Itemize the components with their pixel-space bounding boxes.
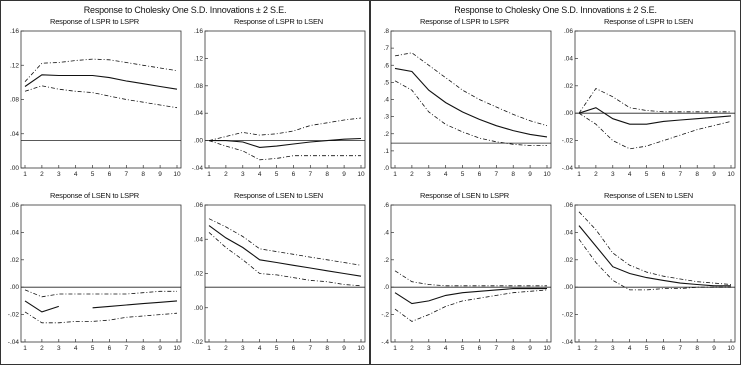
y-tick-label: -.02 [7, 311, 19, 319]
y-tick-label: .06 [193, 202, 203, 209]
y-tick-label: .06 [563, 202, 573, 209]
x-tick-label: 2 [410, 171, 414, 178]
x-tick-label: 8 [695, 171, 700, 178]
upper-band-line [395, 53, 547, 126]
y-tick-label: .5 [383, 79, 389, 87]
y-tick-label: -.02 [191, 339, 203, 346]
x-tick-label: 5 [644, 345, 649, 352]
x-tick-label: 1 [577, 171, 581, 178]
irf-plot [3, 191, 186, 356]
x-tick-label: 4 [443, 345, 448, 352]
x-tick-label: 6 [661, 345, 666, 352]
response-line [25, 301, 177, 312]
plot-frame [575, 205, 735, 342]
x-tick-label: 2 [224, 345, 228, 352]
y-tick-label: .6 [383, 62, 389, 70]
panel-title: Response of LSEN to LSEN [603, 191, 693, 200]
y-tick-label: -.4 [381, 339, 389, 346]
x-tick-label: 5 [644, 171, 649, 178]
y-tick-label: -.02 [561, 311, 573, 319]
irf-panel [557, 17, 740, 182]
plot-frame [21, 31, 181, 168]
y-tick-label: .8 [383, 28, 389, 35]
irf-plot [373, 191, 556, 356]
x-tick-label: 2 [594, 171, 598, 178]
irf-plot [187, 17, 370, 182]
x-tick-label: 4 [257, 171, 262, 178]
irf-panel [3, 17, 186, 182]
response-line [579, 108, 731, 125]
lower-band-line [395, 290, 547, 322]
y-tick-label: .02 [563, 256, 573, 264]
x-tick-label: 7 [308, 345, 313, 352]
x-tick-label: 7 [494, 171, 499, 178]
x-tick-label: 1 [577, 345, 581, 352]
x-tick-label: 2 [594, 345, 598, 352]
response-line [395, 289, 547, 304]
x-tick-label: 1 [393, 345, 397, 352]
x-tick-label: 10 [357, 171, 365, 178]
y-tick-label: .04 [563, 229, 573, 237]
x-tick-label: 10 [357, 345, 365, 352]
y-tick-label: .2 [383, 130, 389, 138]
x-tick-label: 6 [477, 171, 482, 178]
x-tick-label: 7 [494, 345, 499, 352]
y-tick-label: .16 [9, 28, 19, 35]
upper-band-line [209, 118, 361, 141]
x-tick-label: 5 [90, 345, 95, 352]
x-tick-label: 5 [274, 171, 279, 178]
panel-title: Response of LSEN to LSEN [233, 191, 323, 200]
y-tick-label: .7 [383, 45, 389, 53]
y-tick-label: -.04 [561, 339, 573, 346]
x-tick-label: 4 [73, 345, 78, 352]
x-tick-label: 7 [124, 345, 129, 352]
irf-panel [187, 17, 370, 182]
x-tick-label: 8 [141, 345, 146, 352]
y-tick-label: .16 [193, 28, 203, 35]
x-tick-label: 4 [627, 345, 632, 352]
plot-frame [575, 31, 735, 168]
x-tick-label: 9 [342, 345, 346, 352]
x-tick-label: 6 [477, 345, 482, 352]
x-tick-label: 8 [325, 345, 330, 352]
y-tick-label: .00 [563, 284, 573, 292]
y-tick-label: .02 [193, 270, 203, 278]
x-tick-label: 9 [342, 171, 346, 178]
x-tick-label: 7 [678, 171, 683, 178]
x-tick-label: 6 [107, 171, 112, 178]
y-tick-label: .08 [193, 82, 203, 90]
lower-band-line [395, 81, 547, 146]
x-tick-label: 2 [40, 171, 44, 178]
x-tick-label: 8 [511, 345, 516, 352]
response-line [209, 139, 361, 148]
x-tick-label: 7 [124, 171, 129, 178]
plot-frame [391, 205, 551, 342]
x-tick-label: 3 [426, 171, 431, 178]
lower-band-line [25, 86, 177, 108]
x-tick-label: 10 [543, 345, 551, 352]
x-tick-label: 3 [426, 345, 431, 352]
y-tick-label: .1 [383, 147, 389, 155]
y-tick-label: -.2 [381, 311, 389, 319]
y-tick-label: .06 [9, 202, 19, 209]
plot-frame [205, 31, 365, 168]
x-tick-label: 6 [107, 345, 112, 352]
y-tick-label: .04 [193, 110, 203, 118]
x-tick-label: 10 [173, 171, 181, 178]
figure-title: Response to Cholesky One S.D. Innovations ± 2 S.E. [454, 5, 657, 15]
upper-band-line [579, 212, 731, 285]
irf-plot [557, 17, 740, 182]
lower-band-line [209, 141, 361, 160]
upper-band-line [395, 271, 547, 286]
figure-title: Response to Cholesky One S.D. Innovations ± 2 S.E. [83, 5, 287, 15]
y-tick-label: .04 [9, 130, 19, 138]
x-tick-label: 2 [224, 171, 228, 178]
y-tick-label: -.02 [561, 137, 573, 145]
x-tick-label: 9 [712, 171, 716, 178]
x-tick-label: 1 [393, 171, 397, 178]
y-tick-label: .3 [383, 113, 389, 121]
upper-band-line [209, 219, 361, 266]
irf-panel [373, 17, 556, 182]
y-tick-label: .00 [563, 110, 573, 118]
x-tick-label: 7 [308, 171, 313, 178]
y-tick-label: .08 [9, 96, 19, 104]
y-tick-label: .04 [9, 229, 19, 237]
lower-band-line [209, 232, 361, 285]
x-tick-label: 10 [173, 345, 181, 352]
x-tick-label: 5 [460, 345, 465, 352]
upper-band-line [25, 59, 177, 82]
x-tick-label: 9 [158, 345, 162, 352]
irf-panel [3, 191, 186, 356]
x-tick-label: 1 [23, 345, 27, 352]
x-tick-label: 4 [443, 171, 448, 178]
x-tick-label: 9 [712, 345, 716, 352]
response-line [25, 75, 177, 89]
x-tick-label: 5 [90, 171, 95, 178]
y-tick-label: .6 [383, 202, 389, 209]
x-tick-label: 10 [727, 171, 735, 178]
x-tick-label: 9 [158, 171, 162, 178]
x-tick-label: 8 [695, 345, 700, 352]
y-tick-label: .00 [193, 137, 203, 145]
y-tick-label: .00 [9, 284, 19, 292]
x-tick-label: 8 [511, 171, 516, 178]
response-line [395, 68, 547, 136]
x-tick-label: 6 [291, 345, 296, 352]
upper-band-line [579, 89, 731, 114]
y-tick-label: .4 [383, 96, 389, 104]
y-tick-label: .04 [563, 55, 573, 63]
y-tick-label: .02 [563, 82, 573, 90]
irf-plot [557, 191, 740, 356]
x-tick-label: 10 [727, 345, 735, 352]
y-tick-label: -.04 [191, 165, 203, 172]
y-tick-label: .2 [383, 256, 389, 264]
x-tick-label: 4 [627, 171, 632, 178]
x-tick-label: 6 [291, 171, 296, 178]
y-tick-label: .12 [9, 62, 19, 70]
x-tick-label: 1 [207, 171, 211, 178]
x-tick-label: 3 [56, 171, 61, 178]
x-tick-label: 4 [257, 345, 262, 352]
x-tick-label: 1 [207, 345, 211, 352]
lower-band-line [25, 312, 177, 323]
x-tick-label: 6 [661, 171, 666, 178]
x-tick-label: 9 [528, 345, 532, 352]
x-tick-label: 5 [274, 345, 279, 352]
lower-band-line [579, 113, 731, 149]
panel-title: Response of LSPR to LSPR [49, 17, 139, 26]
plot-frame [21, 205, 181, 342]
x-tick-label: 2 [410, 345, 414, 352]
panel-title: Response of LSEN to LSPR [49, 191, 139, 200]
panel-title: Response of LSEN to LSPR [419, 191, 509, 200]
panel-title: Response of LSPR to LSPR [419, 17, 509, 26]
y-tick-label: .04 [193, 236, 203, 244]
irf-plot [373, 17, 556, 182]
x-tick-label: 3 [56, 345, 61, 352]
irf-panel [373, 191, 556, 356]
x-tick-label: 10 [543, 171, 551, 178]
plot-frame [391, 31, 551, 168]
irf-panel [187, 191, 370, 356]
irf-figure-right [370, 0, 741, 365]
panel-title: Response of LSPR to LSEN [603, 17, 693, 26]
y-tick-label: .4 [383, 229, 389, 237]
irf-plot [187, 191, 370, 356]
x-tick-label: 9 [528, 171, 532, 178]
x-tick-label: 8 [141, 171, 146, 178]
y-tick-label: .0 [383, 165, 389, 172]
y-tick-label: .12 [193, 55, 203, 63]
x-tick-label: 3 [610, 171, 615, 178]
y-tick-label: .00 [193, 304, 203, 312]
x-tick-label: 3 [240, 345, 245, 352]
y-tick-label: .00 [9, 165, 19, 172]
y-tick-label: -.04 [561, 165, 573, 172]
x-tick-label: 3 [240, 171, 245, 178]
upper-band-line [25, 290, 177, 297]
y-tick-label: .02 [9, 256, 19, 264]
x-tick-label: 7 [678, 345, 683, 352]
x-tick-label: 2 [40, 345, 44, 352]
y-tick-label: .06 [563, 28, 573, 35]
irf-plot [3, 17, 186, 182]
x-tick-label: 3 [610, 345, 615, 352]
panel-title: Response of LSPR to LSEN [233, 17, 323, 26]
y-tick-label: -.04 [7, 339, 19, 346]
irf-figure-left [0, 0, 370, 365]
response-line [579, 226, 731, 286]
x-tick-label: 1 [23, 171, 27, 178]
x-tick-label: 8 [325, 171, 330, 178]
x-tick-label: 5 [460, 171, 465, 178]
response-line [209, 226, 361, 277]
irf-panel [557, 191, 740, 356]
y-tick-label: .0 [383, 284, 389, 292]
x-tick-label: 4 [73, 171, 78, 178]
